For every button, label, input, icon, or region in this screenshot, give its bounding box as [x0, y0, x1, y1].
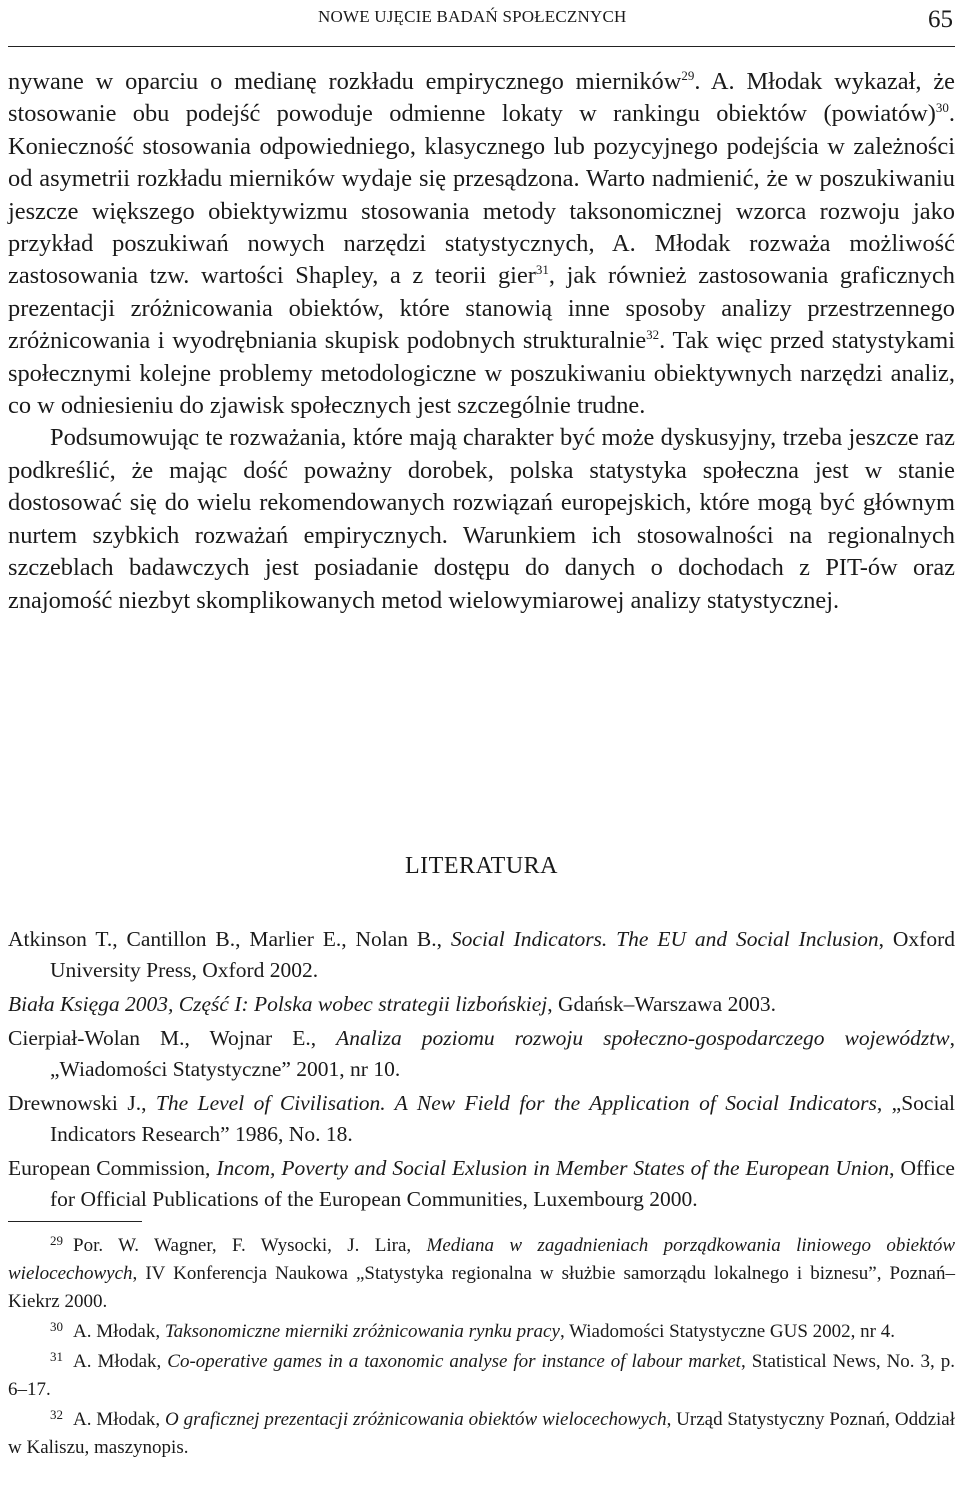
literature-heading: LITERATURA — [405, 853, 558, 879]
bib-title: Analiza poziomu rozwoju społeczno-gospodarczego województw — [336, 1026, 950, 1050]
footnote-author: A. Młodak, — [73, 1409, 166, 1430]
footnote-title: Taksonomiczne mierniki zróżnicowania rynku pracy — [164, 1321, 560, 1342]
paragraph-2: Podsumowując te rozważania, które mają charakter być może dyskusyjny, trzeba jeszcze raz podkreślić, że mając dość poważny dorobek, polska statystyka społeczna jest w stanie dostosować się do wielu rekomendowanych rozwiązań europejskich, które mogą być głównym nurtem szybkich rozważań empirycznych. Warunkiem ich stosowalności na regionalnych szczeblach badawczych jest posiadanie dostępu do danych o dochodach z PIT-ów oraz znajomość niezbyt skomplikowanych metod wielowymiarowej analizy statystycznej. — [8, 424, 955, 614]
bib-details: , „Wiadomości Statystyczne” 2001, nr 10. — [50, 1026, 955, 1081]
bib-authors: Cierpiał-Wolan M., Wojnar E., — [8, 1026, 337, 1050]
bib-authors: European Commission, — [8, 1156, 217, 1180]
footnote-30 — [8, 1318, 955, 1346]
footnote-number: 32 — [50, 1407, 63, 1422]
footnote-number: 31 — [50, 1349, 63, 1364]
footnote-details: , Wiadomości Statystyczne GUS 2002, nr 4. — [559, 1321, 895, 1342]
paragraph-1-text-c: . Konieczność stosowania odpowiedniego, klasycznego lub pozycyjnego podejścia w zależności od asymetrii rozkładu mierników wydaje się przesądzona. Warto nadmienić, że w poszukiwaniu jeszcze większego obiektywizmu stosowania metody taksonomicznej wzorca rozwoju jako przykład poszukiwań nowych narzędzi statystycznych, A. Młodak rozważa możliwość zastosowania tzw. wartości Shapley, a z teorii gier — [8, 100, 955, 290]
footnote-ref-31[interactable]: 31 — [535, 262, 549, 278]
footnote-author: A. Młodak, — [73, 1321, 165, 1342]
footnote-29 — [8, 1232, 955, 1316]
bib-title: The Level of Civilisation. A New Field for the Application of Social Indicators — [155, 1091, 877, 1115]
header-rule — [8, 46, 955, 47]
footnote-separator — [8, 1221, 142, 1222]
footnote-ref-30[interactable]: 30 — [935, 100, 949, 116]
footnotes-list — [8, 1232, 955, 1464]
paragraph-1-text-d: , jak również zastosowania graficznych prezentacji zróżnicowania obiektów, które stanowią inne sposoby analizy przestrzennego zróżnicowania i wyodrębniania skupisk podobnych strukturalnie — [8, 262, 955, 355]
footnote-number: 30 — [50, 1319, 63, 1334]
bib-authors: Atkinson T., Cantillon B., Marlier E., Nolan B., — [8, 927, 451, 951]
paragraph-1-text-e: . Tak więc przed statystykami społecznymi kolejne problemy metodologiczne w poszukiwaniu obiektywnych narzędzi analiz, co w odniesieniu do zjawisk społecznych jest szczególnie trudne. — [8, 327, 955, 420]
page-number: 65 — [928, 6, 953, 33]
paragraph-1-text-a: nywane w oparciu o medianę rozkładu empirycznego mierników — [8, 68, 682, 95]
bibliography-list — [8, 924, 955, 1218]
bib-title: Biała Księga 2003, Część I: Polska wobec strategii lizbońskiej — [8, 992, 548, 1016]
bib-entry — [8, 1153, 955, 1215]
footnote-author: Por. W. Wagner, F. Wysocki, J. Lira, — [73, 1235, 427, 1256]
paragraph-1 — [8, 66, 955, 422]
bib-entry — [8, 1023, 955, 1085]
footnote-32 — [8, 1406, 955, 1462]
bib-entry — [8, 1088, 955, 1150]
bib-entry — [8, 924, 955, 986]
footnote-details: , IV Konferencja Naukowa „Statystyka regionalna w służbie samorządu lokalnego i biznesu”, Poznań–Kiekrz 2000. — [8, 1263, 955, 1312]
footnote-title: Mediana w zagadnieniach porządkowania liniowego obiektów wielocechowych — [8, 1235, 955, 1284]
footnote-details: , Statistical News, No. 3, p. 6–17. — [8, 1351, 956, 1400]
bib-details: , Gdańsk–Warszawa 2003. — [547, 992, 776, 1016]
paragraph-1-text-b: . A. Młodak wykazał, że stosowanie obu podejść powoduje odmienne lokaty w rankingu obiektów (powiatów) — [8, 68, 955, 128]
bib-details: , Office for Official Publications of the European Communities, Luxembourg 2000. — [50, 1156, 955, 1211]
bib-title: Incom, Poverty and Social Exlusion in Member States of the European Union — [216, 1156, 890, 1180]
footnote-31 — [8, 1348, 955, 1404]
footnote-ref-29[interactable]: 29 — [681, 68, 695, 83]
footnote-title: O graficznej prezentacji zróżnicowania obiektów wielocechowych — [165, 1409, 667, 1430]
running-title: NOWE UJĘCIE BADAŃ SPOŁECZNYCH — [318, 7, 627, 26]
footnote-details: , Urząd Statystyczny Poznań, Oddział w Kaliszu, maszynopis. — [8, 1409, 956, 1458]
footnote-number: 29 — [50, 1233, 63, 1248]
footnote-ref-32[interactable]: 32 — [646, 327, 660, 343]
bib-details: , Oxford University Press, Oxford 2002. — [50, 927, 955, 982]
footnote-title: Co-operative games in a taxonomic analyse for instance of labour market — [167, 1351, 741, 1372]
running-header — [8, 6, 955, 36]
bib-details: , „Social Indicators Research” 1986, No. 18. — [50, 1091, 955, 1146]
body-text — [8, 66, 955, 617]
bib-authors: Drewnowski J., — [8, 1091, 156, 1115]
bib-title: Social Indicators. The EU and Social Inclusion — [450, 927, 879, 951]
footnote-author: A. Młodak, — [73, 1351, 168, 1372]
bib-entry — [8, 989, 955, 1020]
